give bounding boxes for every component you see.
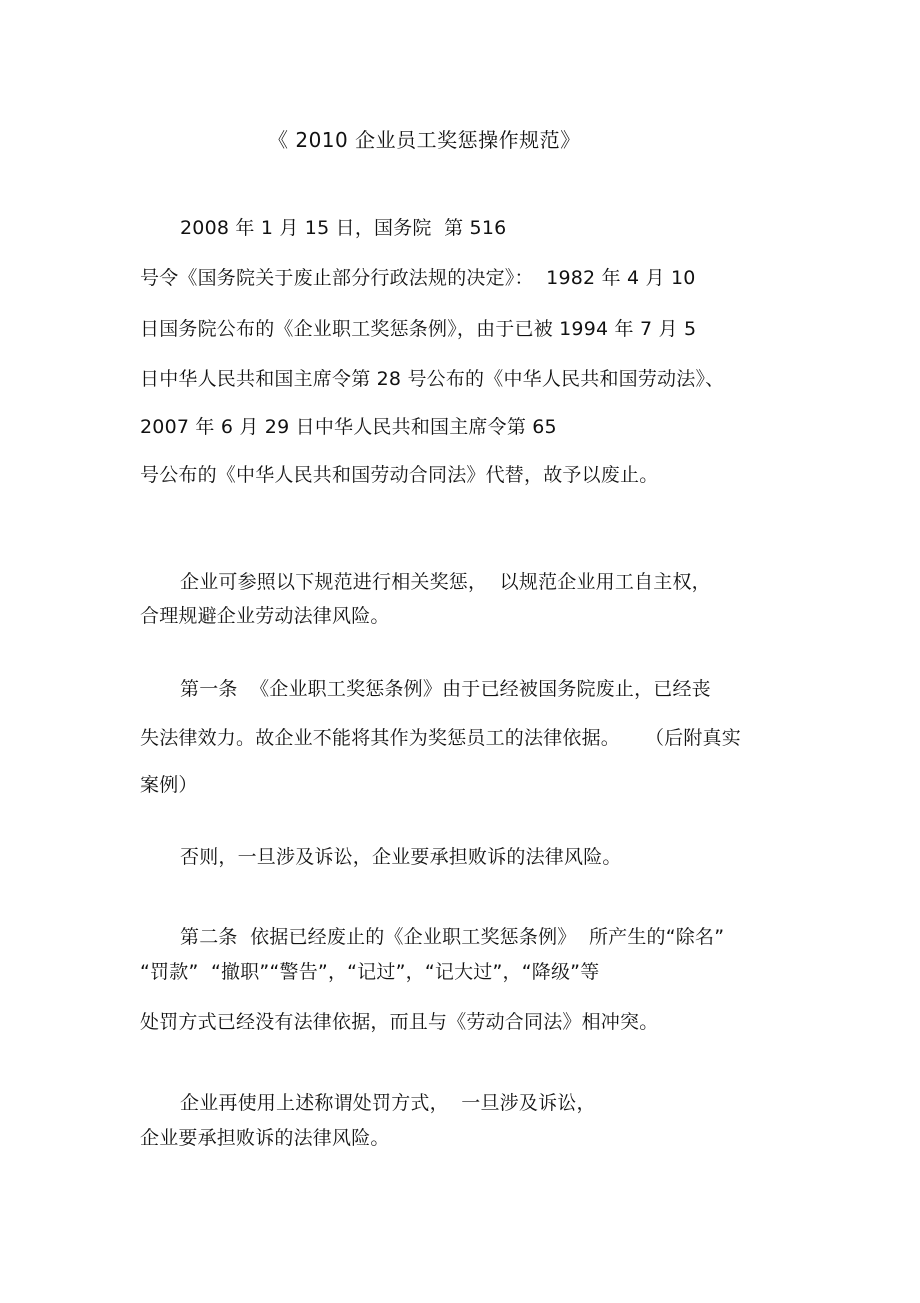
intro-line-5: 2007 年 6 月 29 日中华人民共和国主席令第 65 — [140, 416, 557, 438]
document-title: 《 2010 企业员工奖惩操作规范》 — [268, 128, 581, 152]
para1-line-1: 企业可参照以下规范进行相关奖惩， 以规范企业用工自主权， — [180, 571, 711, 593]
article2-line-1: 第二条 依据已经废止的《企业职工奖惩条例》 所产生的“除名” — [180, 926, 725, 948]
intro-line-2: 号令《国务院关于废止部分行政法规的决定》： 1982 年 4 月 10 — [140, 267, 696, 289]
article2-line-3: 处罚方式已经没有法律依据，而且与《劳动合同法》相冲突。 — [140, 1011, 659, 1033]
intro-line-4: 日中华人民共和国主席令第 28 号公布的《中华人民共和国劳动法》、 — [140, 368, 725, 390]
intro-line-1: 2008 年 1 月 15 日，国务院 第 516 — [180, 217, 507, 239]
intro-line-3: 日国务院公布的《企业职工奖惩条例》，由于已被 1994 年 7 月 5 — [140, 318, 697, 340]
para2-line-1: 否则，一旦涉及诉讼，企业要承担败诉的法律风险。 — [180, 846, 622, 868]
para3-line-2: 企业要承担败诉的法律风险。 — [140, 1127, 390, 1149]
article1-line-3: 案例） — [140, 774, 198, 796]
intro-line-6: 号公布的《中华人民共和国劳动合同法》代替，故予以废止。 — [140, 464, 659, 486]
para1-line-2: 合理规避企业劳动法律风险。 — [140, 605, 390, 627]
para3-line-1: 企业再使用上述称谓处罚方式， 一旦涉及诉讼， — [180, 1092, 596, 1114]
article1-line-1: 第一条 《企业职工奖惩条例》由于已经被国务院废止，已经丧 — [180, 678, 711, 700]
article1-line-2: 失法律效力。故企业不能将其作为奖惩员工的法律依据。 （后附真实 — [140, 727, 741, 749]
article2-line-2: “罚款” “撤职”“警告”，“记过”，“记大过”，“降级”等 — [140, 961, 600, 983]
